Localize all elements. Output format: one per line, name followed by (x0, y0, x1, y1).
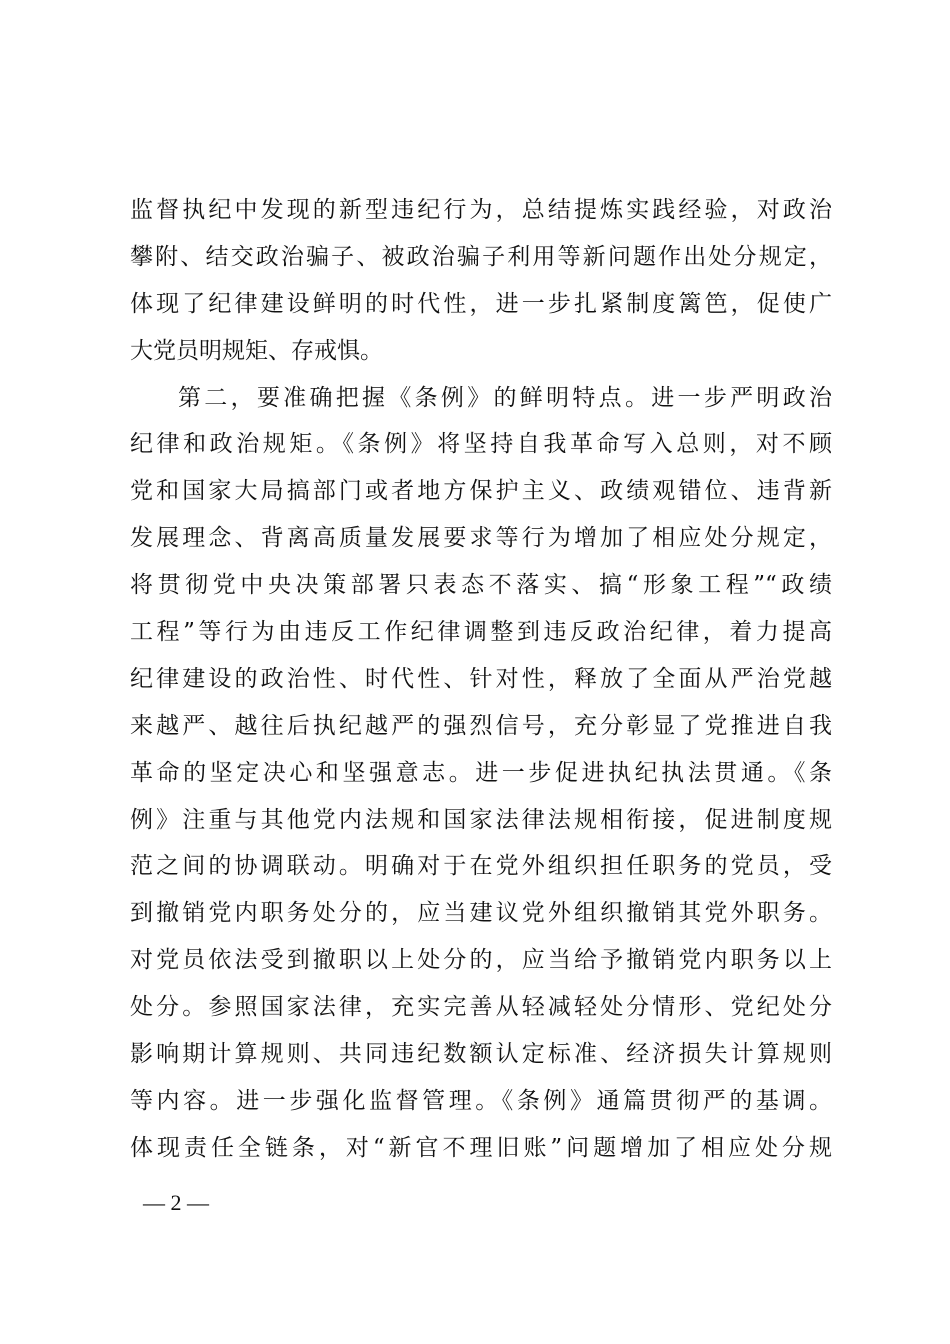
text-line: 攀附、结交政治骗子、被政治骗子利用等新问题作出处分规定， (130, 243, 832, 270)
text-line: 纪律和政治规矩。《条例》将坚持自我革命写入总则，对不顾 (130, 431, 832, 458)
text-line: 来越严、越往后执纪越严的强烈信号，充分彰显了党推进自我 (130, 712, 832, 739)
text-line: 党和国家大局搞部门或者地方保护主义、政绩观错位、违背新 (130, 478, 832, 505)
text-line: 革命的坚定决心和坚强意志。进一步促进执纪执法贯通。《条 (130, 759, 832, 786)
text-line: 体现了纪律建设鲜明的时代性，进一步扎紧制度篱笆，促使广 (130, 290, 832, 317)
text-line: 等内容。进一步强化监督管理。《条例》通篇贯彻严的基调。 (130, 1087, 832, 1114)
text-line: 发展理念、背离高质量发展要求等行为增加了相应处分规定， (130, 525, 832, 552)
text-line: 大党员明规矩、存戒惧。 (130, 337, 383, 364)
text-line: 影响期计算规则、共同违纪数额认定标准、经济损失计算规则 (130, 1041, 832, 1068)
text-line: 第二，要准确把握《条例》的鲜明特点。进一步严明政治 (178, 384, 832, 411)
text-line: 范之间的协调联动。明确对于在党外组织担任职务的党员，受 (130, 853, 832, 880)
text-line: 纪律建设的政治性、时代性、针对性，释放了全面从严治党越 (130, 665, 832, 692)
page-number: — 2 — (143, 1190, 209, 1215)
text-line: 例》注重与其他党内法规和国家法律法规相衔接，促进制度规 (130, 806, 832, 833)
text-line: 工程”等行为由违反工作纪律调整到违反政治纪律，着力提高 (130, 619, 832, 646)
text-line: 监督执纪中发现的新型违纪行为，总结提炼实践经验，对政治 (130, 197, 832, 223)
text-line: 体现责任全链条，对“新官不理旧账”问题增加了相应处分规 (130, 1134, 832, 1161)
text-line: 到撤销党内职务处分的，应当建议党外组织撤销其党外职务。 (130, 900, 832, 927)
text-line: 对党员依法受到撤职以上处分的，应当给予撤销党内职务以上 (130, 947, 832, 974)
body-text (130, 187, 832, 1172)
text-line: 将贯彻党中央决策部署只表态不落实、搞“形象工程”“政绩 (130, 572, 832, 599)
text-line: 处分。参照国家法律，充实完善从轻减轻处分情形、党纪处分 (130, 994, 832, 1021)
